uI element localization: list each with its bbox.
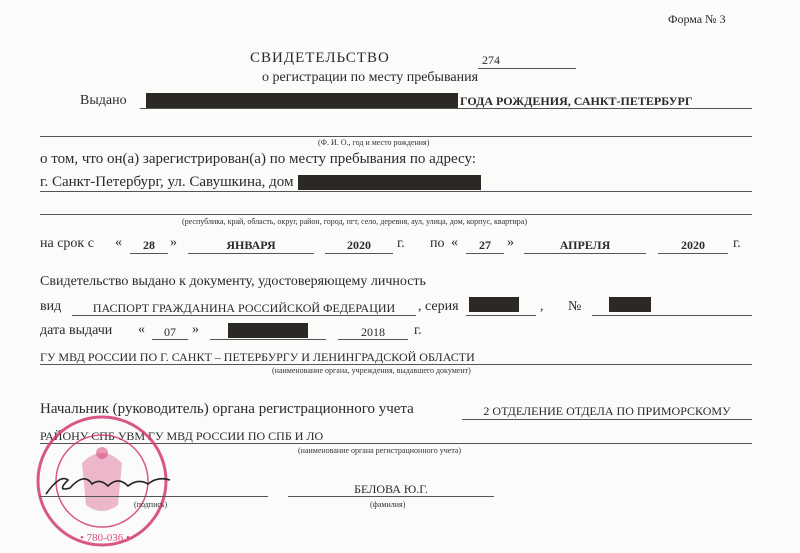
caption-reg-org: (наименование органа регистрационного учета): [298, 446, 462, 455]
quote: »: [170, 235, 177, 250]
issue-year: 2018: [361, 325, 385, 339]
series-label: , серия: [418, 299, 459, 314]
issued-label: Выдано: [80, 93, 127, 108]
year-suffix: г.: [414, 323, 422, 338]
caption-fio: (Ф. И. О., год и место рождения): [318, 138, 430, 147]
line: [72, 315, 416, 316]
to-year: 2020: [681, 238, 705, 252]
registered-text: о том, что он(а) зарегистрирован(а) по месту пребывания по адресу:: [40, 151, 476, 167]
number-label: №: [568, 299, 582, 314]
to-month: АПРЕЛЯ: [559, 238, 611, 252]
from-month: ЯНВАРЯ: [226, 238, 276, 252]
issued-line: [140, 108, 752, 109]
issuer-value: ГУ МВД РОССИИ ПО Г. САНКТ – ПЕТЕРБУРГУ И ЛЕНИНГРАДСКОЙ ОБЛАСТИ: [40, 350, 475, 364]
signature-line: [40, 496, 268, 497]
quote: «: [115, 235, 122, 250]
line: [466, 315, 536, 316]
comma: ,: [540, 299, 544, 314]
line: [325, 253, 393, 254]
line: [338, 339, 408, 340]
form-number: Форма № 3: [668, 12, 726, 26]
line: [188, 253, 314, 254]
reg-org-line1: 2 ОТДЕЛЕНИЕ ОТДЕЛА ПО ПРИМОРСКОМУ: [483, 404, 731, 418]
doc-type-value: ПАСПОРТ ГРАЖДАНИНА РОССИЙСКОЙ ФЕДЕРАЦИИ: [92, 301, 396, 315]
issue-date-label: дата выдачи: [40, 323, 113, 338]
certificate-number: 274: [482, 53, 500, 67]
line: [210, 339, 326, 340]
line: [658, 253, 728, 254]
quote: «: [138, 322, 145, 337]
year-suffix: г.: [397, 236, 405, 251]
caption-surname: (фамилия): [370, 500, 406, 509]
line: [40, 364, 752, 365]
address-line: [40, 191, 752, 192]
doc-type-label: вид: [40, 299, 62, 314]
quote: »: [507, 235, 514, 250]
svg-text:• 780-036 •: • 780-036 •: [80, 532, 130, 544]
line: [130, 253, 168, 254]
year-suffix: г.: [733, 236, 741, 251]
address-line-2: [40, 214, 752, 215]
redaction-name: [146, 93, 458, 108]
redaction-address: [298, 175, 481, 190]
from-day: 28: [143, 238, 155, 252]
from-year: 2020: [347, 238, 371, 252]
quote: «: [451, 235, 458, 250]
to-day: 27: [479, 238, 491, 252]
number-line: [478, 68, 576, 69]
surname-line: [288, 496, 494, 497]
redaction-series: [469, 297, 519, 312]
issued-value: ГОДА РОЖДЕНИЯ, САНКТ-ПЕТЕРБУРГ: [460, 94, 693, 108]
document-title: СВИДЕТЕЛЬСТВО: [250, 50, 390, 66]
quote: »: [192, 322, 199, 337]
document-text: Свидетельство выдано к документу, удостоверяющему личность: [40, 274, 426, 289]
document-subtitle: о регистрации по месту пребывания: [262, 70, 479, 85]
line: [592, 315, 752, 316]
reg-org-line2: РАЙОНУ СПБ УВМ ГУ МВД РОССИИ ПО СПБ И ЛО: [40, 429, 324, 443]
redaction-issue-month: [228, 323, 308, 338]
redaction-number: [609, 297, 651, 312]
line: [466, 253, 504, 254]
head-label: Начальник (руководитель) органа регистрационного учета: [40, 401, 414, 417]
caption-issuer: (наименование органа, учреждения, выдавшего документ): [272, 366, 471, 375]
caption-signature: (подпись): [134, 500, 168, 509]
term-to-label: по: [430, 236, 445, 251]
line: [524, 253, 646, 254]
caption-address: (республика, край, область, округ, район, город, пгт, село, деревня, аул, улица, дом, корпус, квартира): [182, 217, 528, 226]
address-value: г. Санкт-Петербург, ул. Савушкина, дом: [40, 174, 294, 190]
term-from-label: на срок с: [40, 236, 94, 251]
line: [462, 419, 752, 420]
issue-day: 07: [164, 325, 176, 339]
issued-line-2: [40, 136, 752, 137]
line: [152, 339, 188, 340]
surname-value: БЕЛОВА Ю.Г.: [354, 482, 428, 496]
